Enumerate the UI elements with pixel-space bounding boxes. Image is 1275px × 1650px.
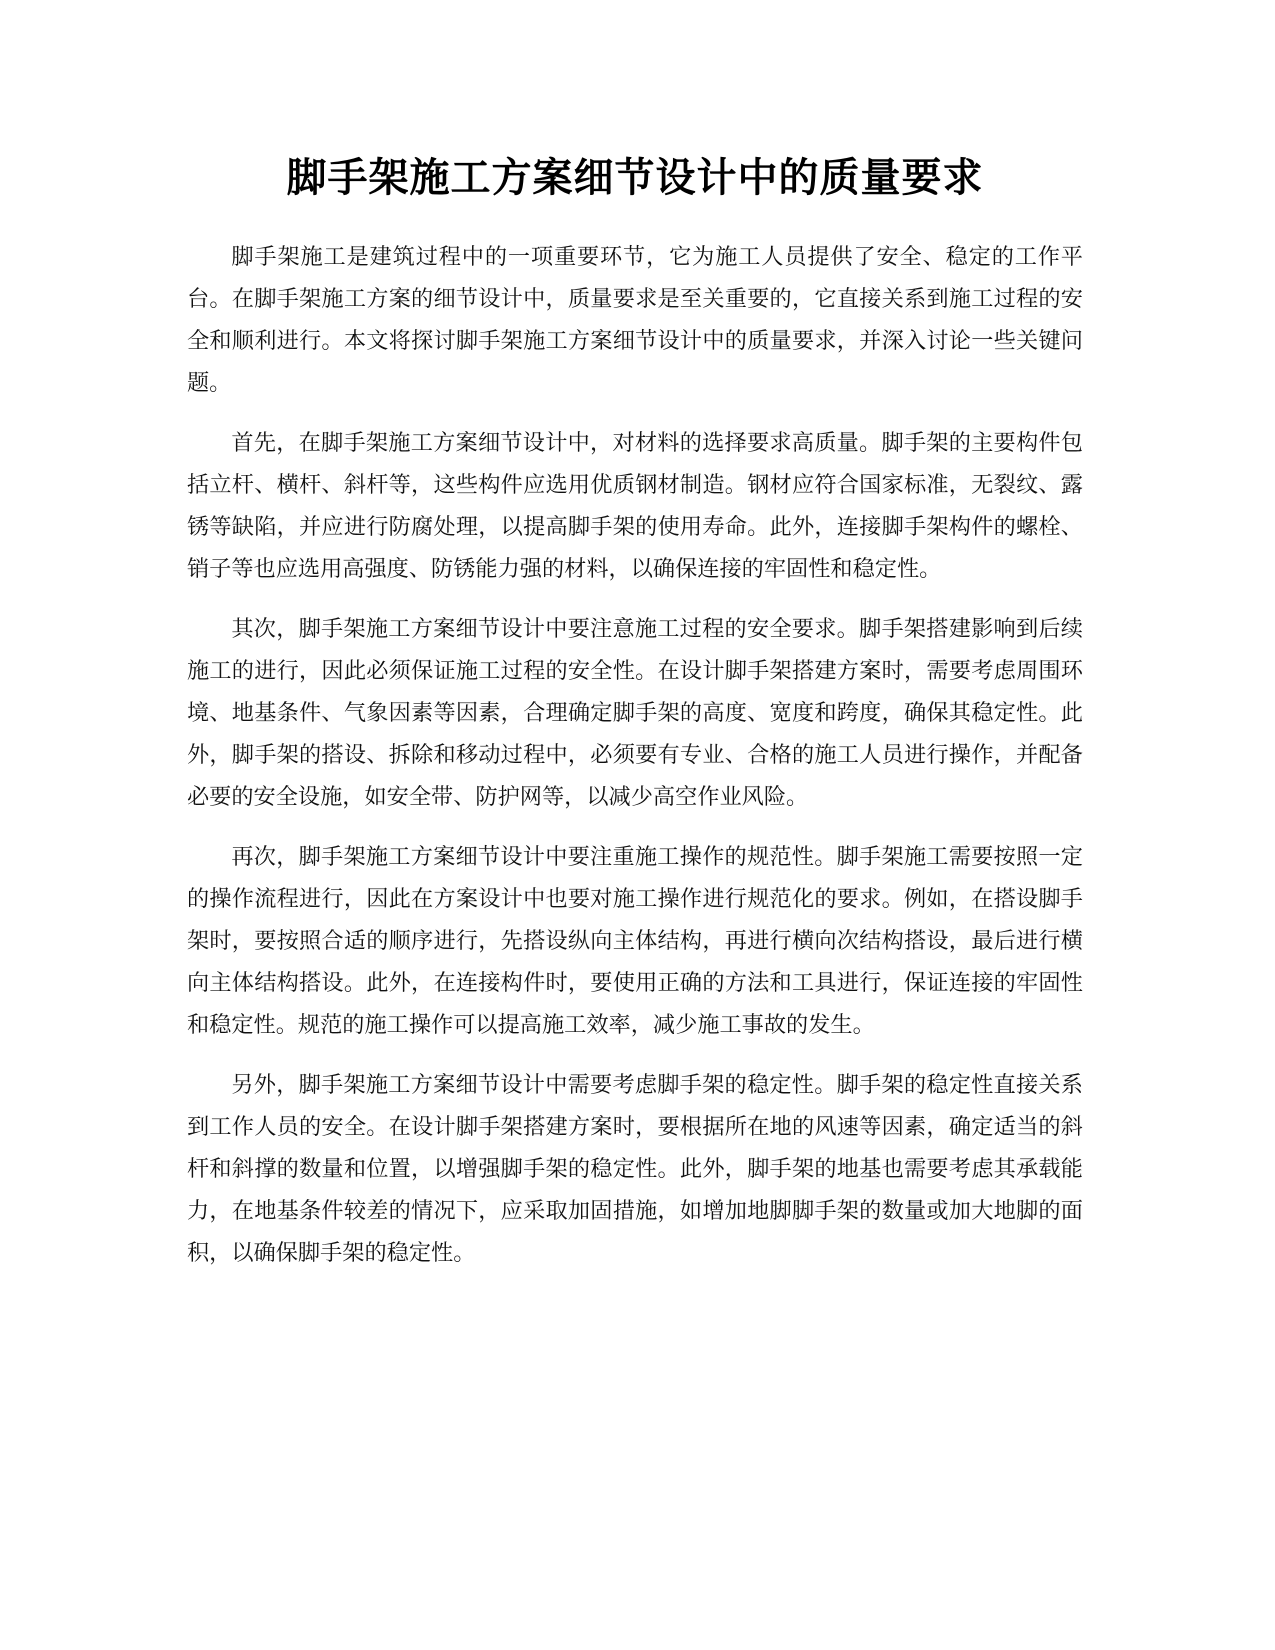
paragraph-intro: 脚手架施工是建筑过程中的一项重要环节，它为施工人员提供了安全、稳定的工作平台。在脚手架施工方案的细节设计中，质量要求是至关重要的，它直接关系到施工过程的安全和顺利进行。本文将探讨脚手架施工方案细节设计中的质量要求，并深入讨论一些关键问题。 bbox=[187, 244, 1083, 396]
paragraph-operation: 再次，脚手架施工方案细节设计中要注重施工操作的规范性。脚手架施工需要按照一定的操作流程进行，因此在方案设计中也要对施工操作进行规范化的要求。例如，在搭设脚手架时，要按照合适的顺序进行，先搭设纵向主体结构，再进行横向次结构搭设，最后进行横向主体结构搭设。此外，在连接构件时，要使用正确的方法和工具进行，保证连接的牢固性和稳定性。规范的施工操作可以提高施工效率，减少施工事故的发生。 bbox=[187, 844, 1083, 1038]
document-body bbox=[187, 236, 1083, 1274]
document-title: 脚手架施工方案细节设计中的质量要求 bbox=[286, 155, 984, 201]
paragraph-safety: 其次，脚手架施工方案细节设计中要注意施工过程的安全要求。脚手架搭建影响到后续施工的进行，因此必须保证施工过程的安全性。在设计脚手架搭建方案时，需要考虑周围环境、地基条件、气象因素等因素，合理确定脚手架的高度、宽度和跨度，确保其稳定性。此外，脚手架的搭设、拆除和移动过程中，必须要有专业、合格的施工人员进行操作，并配备必要的安全设施，如安全带、防护网等，以减少高空作业风险。 bbox=[187, 616, 1083, 810]
paragraph-materials: 首先，在脚手架施工方案细节设计中，对材料的选择要求高质量。脚手架的主要构件包括立杆、横杆、斜杆等，这些构件应选用优质钢材制造。钢材应符合国家标准，无裂纹、露锈等缺陷，并应进行防腐处理，以提高脚手架的使用寿命。此外，连接脚手架构件的螺栓、销子等也应选用高强度、防锈能力强的材料，以确保连接的牢固性和稳定性。 bbox=[187, 430, 1083, 582]
paragraph-stability: 另外，脚手架施工方案细节设计中需要考虑脚手架的稳定性。脚手架的稳定性直接关系到工作人员的安全。在设计脚手架搭建方案时，要根据所在地的风速等因素，确定适当的斜杆和斜撑的数量和位置，以增强脚手架的稳定性。此外，脚手架的地基也需要考虑其承载能力，在地基条件较差的情况下，应采取加固措施，如增加地脚脚手架的数量或加大地脚的面积，以确保脚手架的稳定性。 bbox=[187, 1072, 1083, 1266]
